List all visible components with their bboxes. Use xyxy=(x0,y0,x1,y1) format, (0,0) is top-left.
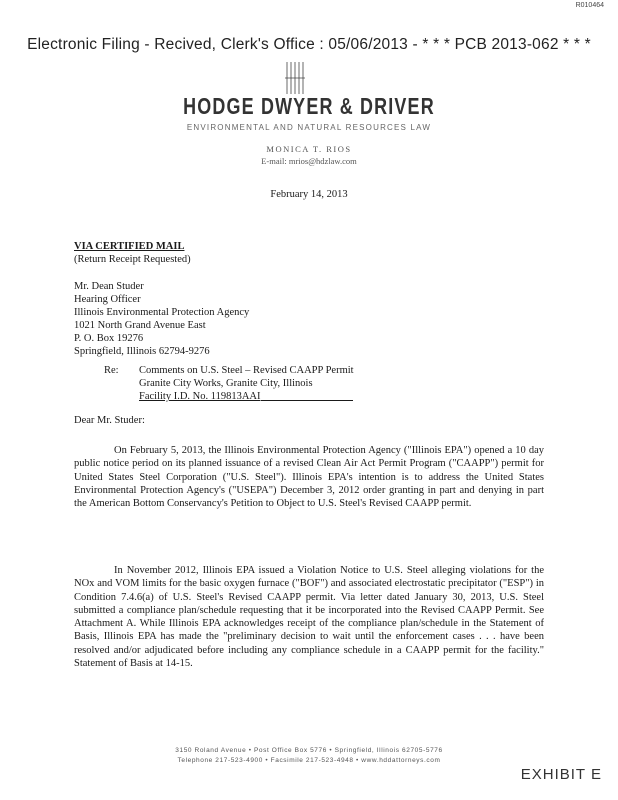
recipient-line: Springfield, Illinois 62794-9276 xyxy=(74,346,210,357)
footer-address: 3150 Roland Avenue • Post Office Box 5776 • Springfield, Illinois 62705-5776 xyxy=(175,747,443,754)
firm-logo-mark xyxy=(284,60,306,96)
re-line: Comments on U.S. Steel – Revised CAAPP Permit xyxy=(139,365,354,376)
recipient-address xyxy=(74,280,249,358)
attorney-email: E-mail: mrios@hdzlaw.com xyxy=(261,156,357,166)
recipient-line: Illinois Environmental Protection Agency xyxy=(74,307,250,318)
body-paragraph-1 xyxy=(74,444,544,510)
attorney-name: MONICA T. RIOS xyxy=(266,144,352,154)
delivery-note: (Return Receipt Requested) xyxy=(74,254,191,265)
footer-contact: Telephone 217-523-4900 • Facsimile 217-523-4948 • www.hddattorneys.com xyxy=(177,757,441,764)
re-line-facility xyxy=(139,390,354,403)
recipient-line: P. O. Box 19276 xyxy=(74,333,144,344)
recipient-line: Mr. Dean Studer xyxy=(74,281,144,292)
re-line: Facility I.D. No. 119813AAI xyxy=(139,391,261,402)
re-underline-rule xyxy=(261,390,353,401)
delivery-method: VIA CERTIFIED MAIL xyxy=(74,241,185,252)
paragraph-text: In November 2012, Illinois EPA issued a Violation Notice to U.S. Steel alleging violations for the NOx and VOM limits for the basic oxygen furnace ("BOF") and associated electrostatic precipitator ("ESP") in Condition 7.4.6(a) of U.S. Steel's Revised CAAPP permit. Via letter dated January 30, 2013, U.S. Steel submitted a compliance plan/schedule requesting that it be incorporated into the Revised CAAPP Permit. See Attachment A. While Illinois EPA acknowledges receipt of the compliance plan/schedule in the Statement of Basis, Illinois EPA has made the "preliminary decision to wait until the enforcement cases . . . have been resolved and/or adjudicated before including any compliance schedule in a CAAPP permit for the facility." Statement of Basis at 14-15. xyxy=(74,565,544,670)
bates-number: R010464 xyxy=(575,2,604,9)
re-block xyxy=(139,364,354,403)
recipient-line: Hearing Officer xyxy=(74,294,141,305)
recipient-line: 1021 North Grand Avenue East xyxy=(74,320,206,331)
filing-header: Electronic Filing - Recived, Clerk's Office : 05/06/2013 - * * * PCB 2013-062 * * * xyxy=(27,36,591,53)
firm-tagline: ENVIRONMENTAL AND NATURAL RESOURCES LAW xyxy=(186,123,432,132)
letter-date: February 14, 2013 xyxy=(270,189,348,200)
paragraph-text: On February 5, 2013, the Illinois Environmental Protection Agency ("Illinois EPA") opened a 10 day public notice period on its planned issuance of a revised Clean Air Act Permit Program ("CAAPP") permit for United States Steel Corporation ("U.S. Steel"). Illinois EPA's intention is to address the United States Environmental Protection Agency's ("USEPA") December 3, 2012 order granting in part and denying in part the American Bottom Conservancy's Petition to Object to U.S. Steel's Revised CAAPP permit. xyxy=(74,445,544,510)
firm-name: HODGE DWYER & DRIVER xyxy=(183,93,435,119)
body-paragraph-2 xyxy=(74,564,544,670)
salutation: Dear Mr. Studer: xyxy=(74,415,145,426)
re-label: Re: xyxy=(104,365,119,376)
re-line: Granite City Works, Granite City, Illinois xyxy=(139,378,313,389)
exhibit-label: EXHIBIT E xyxy=(520,766,602,783)
